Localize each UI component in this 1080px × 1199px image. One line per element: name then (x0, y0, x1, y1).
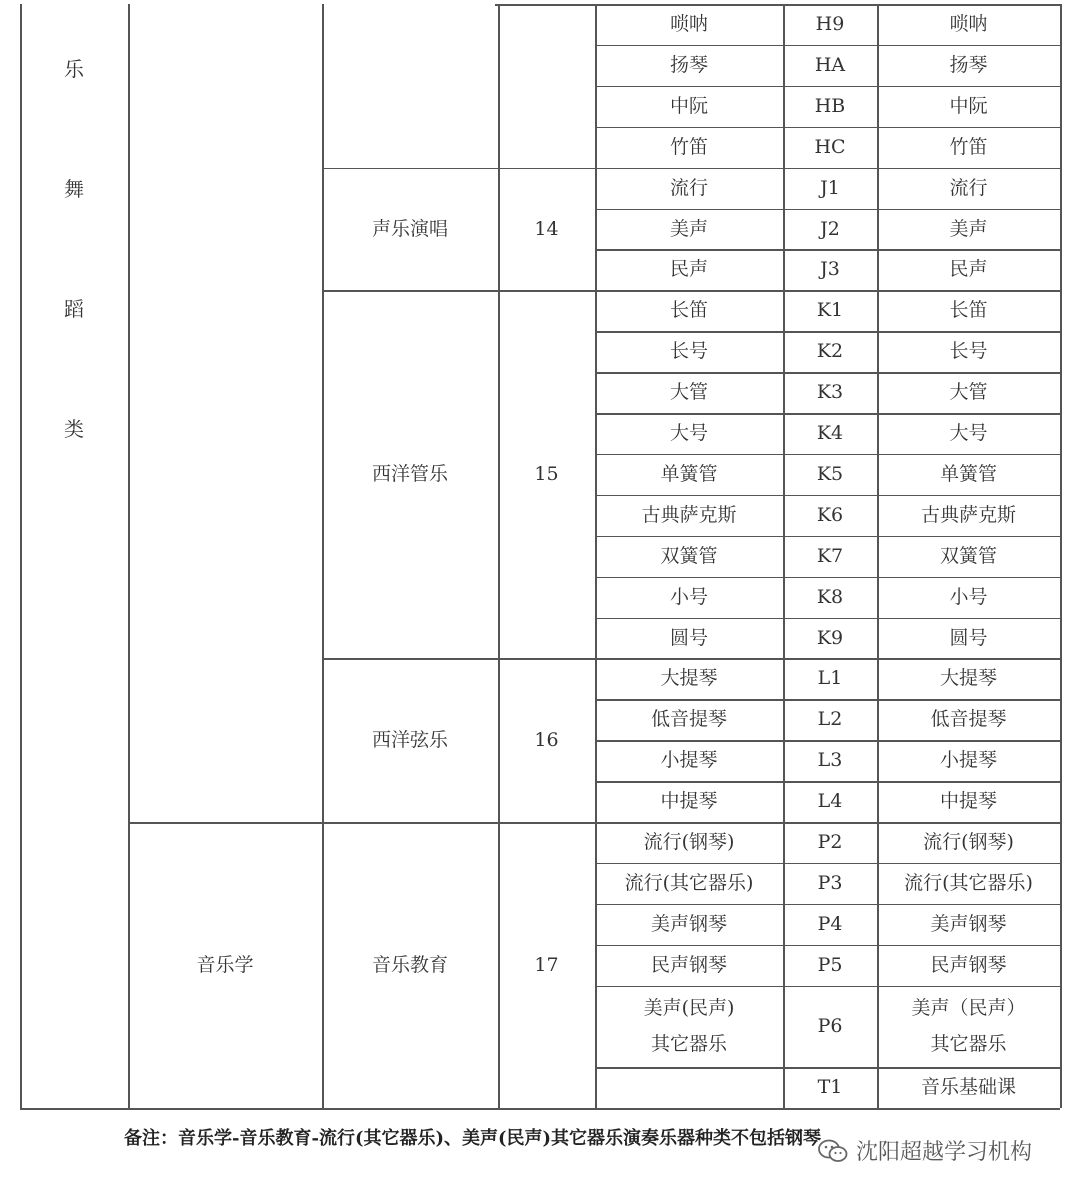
subcategory-cell: 西洋管乐 (371, 463, 448, 485)
instrument-cell: 流行 (669, 176, 708, 199)
instrument-code-cell: L2 (817, 708, 843, 731)
instrument-name-cell: 小提琴 (939, 749, 997, 772)
instrument-code-cell: J2 (820, 217, 840, 240)
instrument-name-cell: 圆号 (949, 626, 988, 649)
instrument-name-cell: 美声钢琴 (930, 912, 1007, 935)
instrument-code-cell: K1 (816, 299, 844, 322)
instrument-code-cell: J1 (820, 176, 840, 199)
code-cell: 14 (534, 217, 559, 240)
code-cell: 16 (534, 728, 559, 751)
instrument-cell: 单簧管 (660, 462, 718, 485)
instrument-code-cell: K4 (816, 422, 844, 445)
code-cell: 17 (534, 953, 559, 976)
instrument-name-cell: 民声钢琴 (930, 953, 1007, 976)
instrument-name-cell: 流行(其它器乐) (904, 871, 1033, 894)
instrument-cell: 大提琴 (660, 667, 718, 690)
instrument-code-cell: L3 (817, 749, 843, 772)
category-char: 乐 (64, 57, 84, 81)
instrument-code-cell: HA (814, 53, 846, 76)
instrument-cell: 民声钢琴 (650, 953, 727, 976)
instrument-code-cell: K5 (816, 462, 844, 485)
instrument-line: 其它器乐 (650, 1033, 727, 1056)
instrument-cell: 大管 (669, 381, 708, 404)
instrument-cell: 小提琴 (660, 749, 718, 772)
instrument-code-cell: L4 (817, 790, 843, 813)
instrument-cell: 小号 (669, 585, 708, 608)
instrument-code-cell: P6 (817, 1015, 843, 1038)
subcategory-cell: 音乐教育 (371, 953, 448, 976)
instrument-name-line: 美声（民声） (911, 996, 1026, 1019)
instrument-name-cell: 古典萨克斯 (920, 503, 1016, 526)
instrument-cell: 中提琴 (660, 790, 718, 813)
watermark (818, 1135, 1032, 1166)
instrument-name-cell: 大管 (949, 381, 988, 404)
instrument-cell: 唢呐 (669, 13, 708, 36)
instrument-cell: 竹笛 (669, 135, 708, 158)
instrument-name-cell: 中阮 (949, 94, 988, 117)
instrument-cell: 美声钢琴 (650, 912, 727, 935)
major-cell: 音乐学 (196, 953, 254, 976)
instrument-code-cell: K7 (816, 544, 844, 567)
category-cell (20, 4, 128, 1108)
instrument-code-cell: HB (814, 94, 846, 117)
instrument-name-cell: 大提琴 (939, 667, 997, 690)
instrument-name-line: 其它器乐 (930, 1033, 1007, 1056)
instrument-code-cell: L1 (817, 667, 843, 690)
instrument-line: 美声(民声) (643, 996, 735, 1019)
instrument-cell: 民声 (669, 258, 708, 281)
instrument-name-cell: 流行(钢琴) (923, 831, 1014, 854)
instrument-name-cell: 长号 (949, 340, 988, 363)
instrument-name-cell: 唢呐 (949, 13, 988, 36)
instrument-cell: 长号 (669, 340, 708, 363)
instrument-name-cell: 大号 (949, 422, 988, 445)
instrument-code-cell: HC (814, 135, 846, 158)
instrument-cell (595, 1067, 783, 1108)
instrument-cell: 大号 (669, 422, 708, 445)
wechat-icon (818, 1138, 848, 1164)
instrument-name-cell: 扬琴 (949, 53, 988, 76)
code-cell (498, 4, 595, 168)
instrument-cell: 圆号 (669, 626, 708, 649)
category-char: 舞 (64, 177, 84, 201)
grid-vline (20, 4, 22, 1108)
instrument-cell: 流行(其它器乐) (624, 871, 754, 894)
instrument-code-cell: J3 (820, 258, 840, 281)
instrument-name-cell: 长笛 (949, 299, 988, 322)
instrument-cell (595, 986, 783, 1068)
instrument-name-cell: 小号 (949, 585, 988, 608)
instrument-name-cell (877, 986, 1060, 1068)
instrument-code-cell: H9 (815, 13, 845, 36)
instrument-name-cell: 中提琴 (939, 790, 997, 813)
instrument-code-cell: P5 (817, 953, 843, 976)
instrument-code-cell: K9 (816, 626, 844, 649)
instrument-code-cell: T1 (817, 1076, 843, 1099)
instrument-name-cell: 民声 (949, 258, 988, 281)
footnote: 备注：音乐学-音乐教育-流行(其它器乐)、美声(民声)其它器乐演奏乐器种类不包括钢琴 (124, 1128, 822, 1149)
instrument-name-cell: 竹笛 (949, 135, 988, 158)
watermark-text: 沈阳超越学习机构 (856, 1140, 1033, 1165)
instrument-code-cell: K2 (816, 340, 844, 363)
subcategory-cell: 声乐演唱 (371, 217, 448, 240)
instrument-cell: 美声 (669, 217, 708, 240)
category-char: 类 (64, 417, 84, 441)
subcategory-cell (322, 4, 498, 168)
instrument-name-cell: 音乐基础课 (920, 1076, 1016, 1099)
instrument-name-cell: 单簧管 (939, 462, 997, 485)
grid-vline (1060, 4, 1062, 1108)
instrument-cell: 低音提琴 (650, 708, 727, 731)
instrument-code-cell: P2 (817, 831, 843, 854)
instrument-cell: 双簧管 (660, 544, 718, 567)
instrument-name-cell: 双簧管 (939, 544, 997, 567)
instrument-code-cell: P3 (817, 871, 843, 894)
subcategory-cell: 西洋弦乐 (371, 728, 448, 751)
instrument-code-cell: K8 (816, 585, 844, 608)
instrument-cell: 中阮 (669, 94, 708, 117)
category-char: 蹈 (64, 297, 84, 321)
table (20, 4, 1060, 1108)
instrument-code-cell: K6 (816, 503, 844, 526)
instrument-name-cell: 低音提琴 (930, 708, 1007, 731)
instrument-code-cell: K3 (816, 381, 844, 404)
instrument-name-cell: 流行 (949, 176, 988, 199)
instrument-code-cell: P4 (817, 912, 843, 935)
code-cell: 15 (534, 463, 559, 485)
instrument-cell: 长笛 (669, 299, 708, 322)
instrument-cell: 古典萨克斯 (641, 503, 737, 526)
instrument-cell: 流行(钢琴) (643, 831, 735, 854)
instrument-name-cell: 美声 (949, 217, 988, 240)
instrument-cell: 扬琴 (669, 53, 708, 76)
